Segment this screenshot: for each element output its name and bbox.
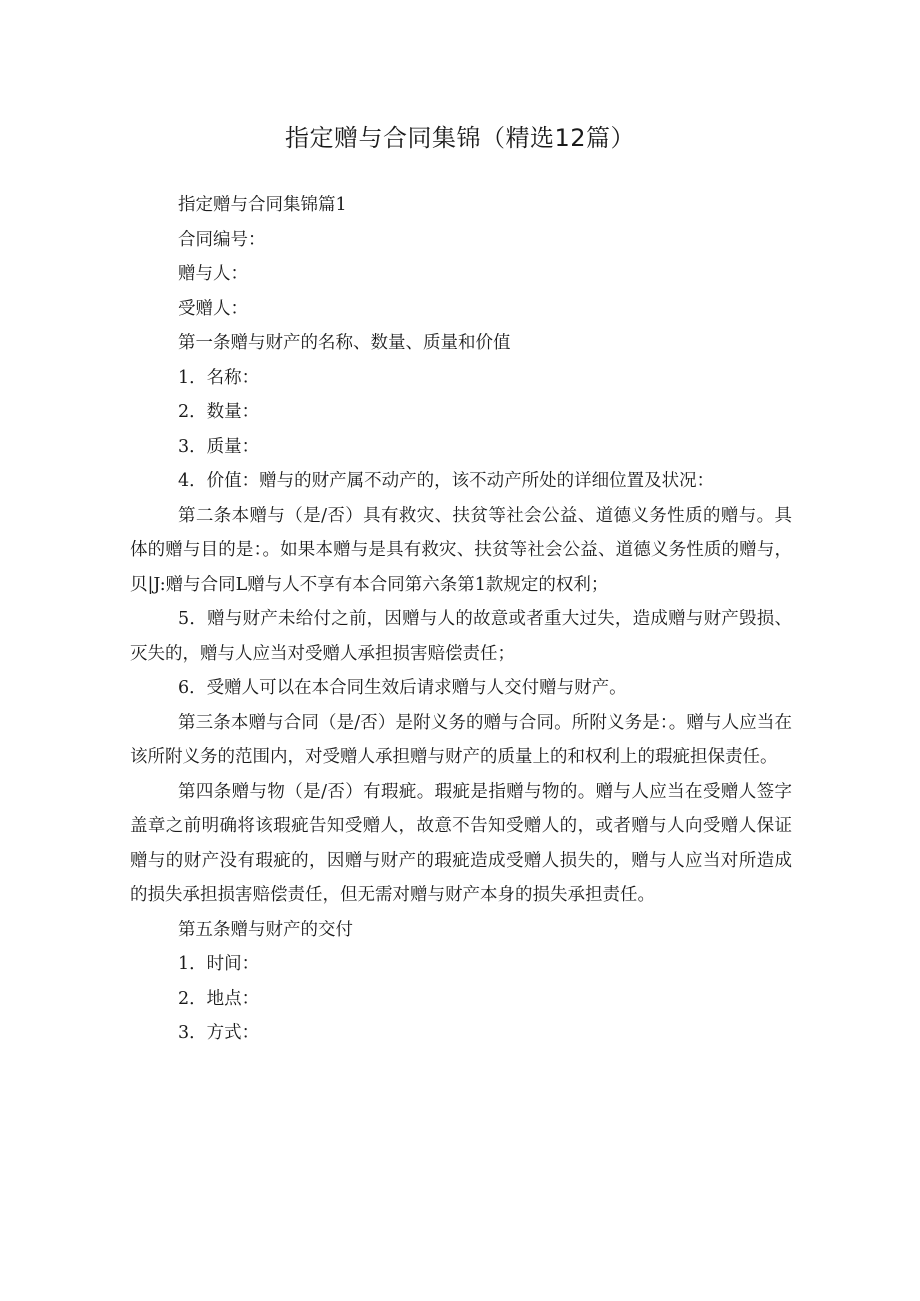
document-body bbox=[130, 188, 792, 1051]
article4-paragraph: 第四条赠与物（是/否）有瑕疵。瑕疵是指赠与物的。赠与人应当在受赠人签字盖章之前明确将该瑕疵告知受赠人，故意不告知受赠人的，或者赠与人向受赠人保证赠与的财产没有瑕疵的，因赠与财产的瑕疵造成受赠人损失的，赠与人应当对所造成的损失承担损害赔偿责任，但无需对赠与财产本身的损失承担责任。 bbox=[130, 781, 792, 905]
section-heading: 指定赠与合同集锦篇1 bbox=[178, 195, 347, 215]
article5-item-time: 1．时间： bbox=[178, 954, 260, 974]
article1-item-name: 1．名称： bbox=[178, 367, 260, 388]
donee-field: 受赠人： bbox=[178, 298, 248, 319]
article1-heading: 第一条赠与财产的名称、数量、质量和价值 bbox=[178, 333, 511, 353]
article1-item-quantity: 2．数量： bbox=[178, 402, 260, 422]
article5-item-method: 3．方式： bbox=[178, 1023, 260, 1043]
article1-item-value: 4．价值：赠与的财产属不动产的，该不动产所处的详细位置及状况： bbox=[178, 471, 715, 491]
contract-number-field: 合同编号： bbox=[178, 229, 266, 250]
article2-paragraph: 第二条本赠与（是/否）具有救灾、扶贫等社会公益、道德义务性质的赠与。具体的赠与目的是：。如果本赠与是具有救灾、扶贫等社会公益、道德义务性质的赠与，贝|J:赠与合同L赠与人不享有本合同第六条第1款规定的权利； bbox=[130, 505, 792, 595]
donor-field: 赠与人： bbox=[178, 264, 248, 284]
article5-item-place: 2．地点： bbox=[178, 988, 260, 1009]
document-title: 指定赠与合同集锦（精选12篇） bbox=[284, 124, 636, 152]
article5-heading: 第五条赠与财产的交付 bbox=[178, 919, 353, 940]
article3-paragraph: 第三条本赠与合同（是/否）是附义务的赠与合同。所附义务是：。赠与人应当在该所附义务的范围内，对受赠人承担赠与财产的质量上的和权利上的瑕疵担保责任。 bbox=[130, 712, 792, 767]
article1-item-quality: 3．质量： bbox=[178, 436, 260, 457]
item5-paragraph: 5．赠与财产未给付之前，因赠与人的故意或者重大过失，造成赠与财产毁损、灭失的，赠与人应当对受赠人承担损害赔偿责任； bbox=[130, 609, 792, 664]
item6-paragraph: 6．受赠人可以在本合同生效后请求赠与人交付赠与财产。 bbox=[178, 678, 627, 698]
